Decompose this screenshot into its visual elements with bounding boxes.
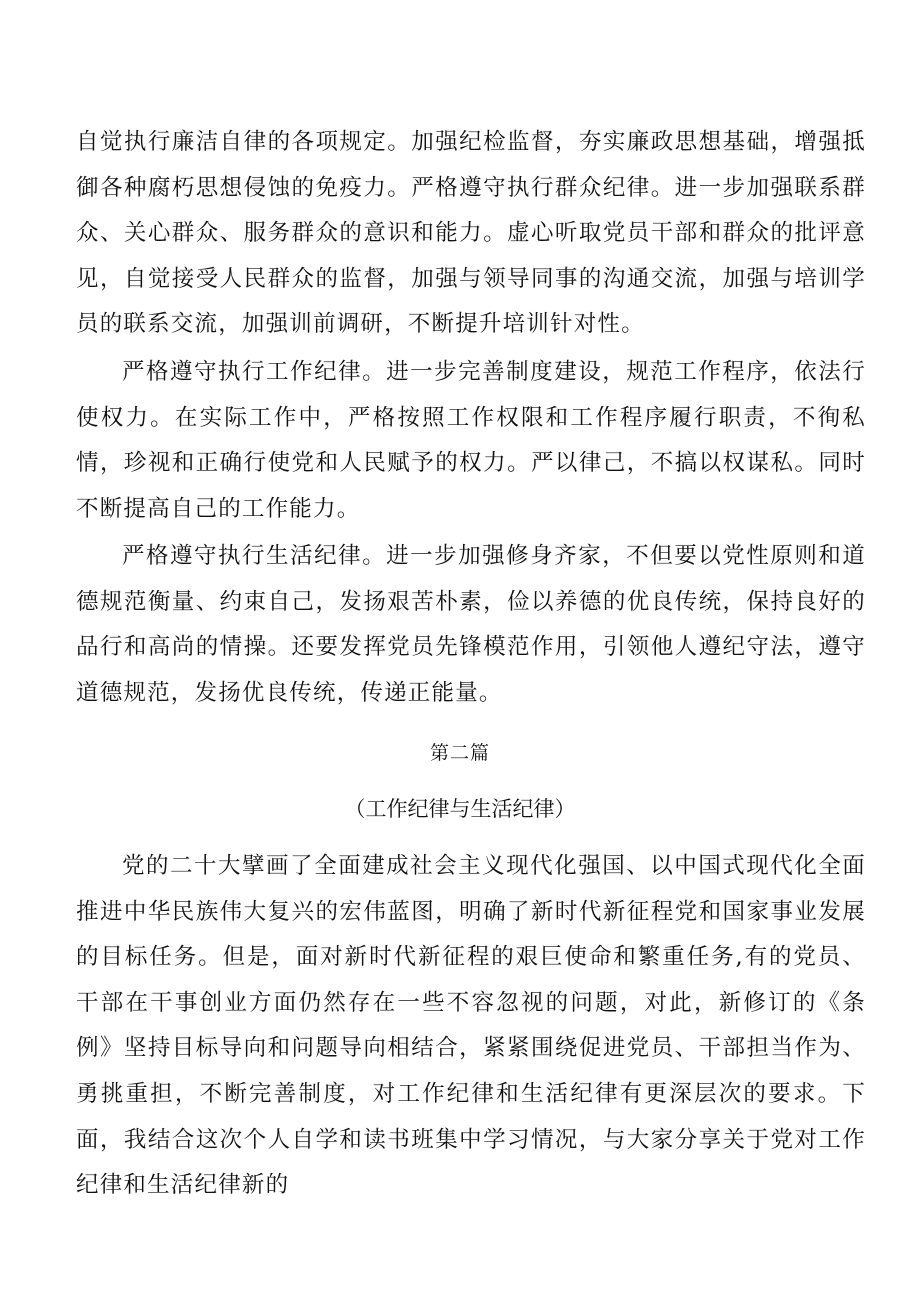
paragraph-discipline-integrity: 自觉执行廉洁自律的各项规定。加强纪检监督，夯实廉政思想基础，增强抵御各种腐朽思想侵蚀的免疫力。严格遵守执行群众纪律。进一步加强联系群众、关心群众、服务群众的意识和能力。虚心听取党员干部和群众的批评意见，自觉接受人民群众的监督，加强与领导同事的沟通交流，加强与培训学员的联系交流，加强训前调研，不断提升培训针对性。 — [76, 129, 866, 338]
section-title: 第二篇 — [429, 742, 490, 764]
paragraph-introduction: 党的二十大擘画了全面建成社会主义现代化强国、以中国式现代化全面推进中华民族伟大复兴的宏伟蓝图，明确了新时代新征程党和国家事业发展的目标任务。但是，面对新时代新征程的艰巨使命和繁重任务,有的党员、干部在干事创业方面仍然存在一些不容忽视的问题，对此，新修订的《条例》坚持目标导向和问题导向相结合，紧紧围绕促进党员、干部担当作为、勇挑重担，不断完善制度，对工作纪律和生活纪律有更深层次的要求。下面，我结合这次个人自学和读书班集中学习情况，与大家分享关于党对工作纪律和生活纪律新的 — [76, 853, 866, 1199]
section-subtitle: （工作纪律与生活纪律） — [344, 797, 576, 821]
paragraph-life-discipline: 严格遵守执行生活纪律。进一步加强修身齐家，不但要以党性原则和道德规范衡量、约束自己，发扬艰苦朴素，俭以养德的优良传统，保持良好的品行和高尚的情操。还要发挥党员先锋模范作用，引领他人遵纪守法，遵守道德规范，发扬优良传统，传递正能量。 — [76, 543, 866, 706]
paragraph-work-discipline: 严格遵守执行工作纪律。进一步完善制度建设，规范工作程序，依法行使权力。在实际工作中，严格按照工作权限和工作程序履行职责，不徇私情，珍视和正确行使党和人民赋予的权力。严以律己，不搞以权谋私。同时不断提高自己的工作能力。 — [76, 359, 866, 522]
